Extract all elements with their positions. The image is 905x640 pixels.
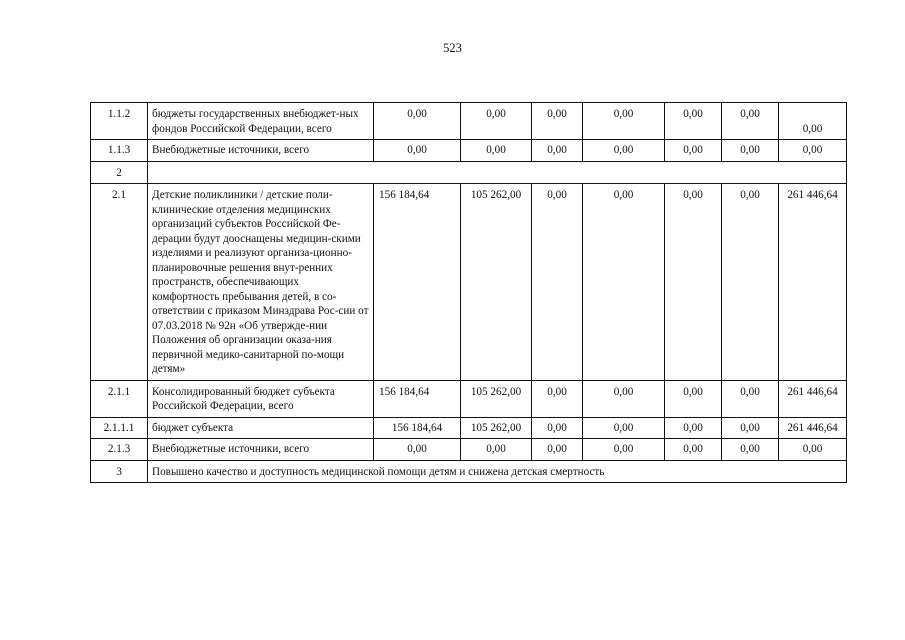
row-number: 2.1.1.1	[91, 417, 148, 439]
value-cell: 156 184,64	[374, 417, 461, 439]
value-cell: 0,00	[665, 439, 722, 461]
value-cell: 0,00	[374, 103, 461, 140]
value-cell: 0,00	[665, 140, 722, 162]
value-cell: 0,00	[722, 417, 779, 439]
value-cell: 0,00	[665, 103, 722, 140]
value-cell: 261 446,64	[779, 417, 847, 439]
value-cell: 0,00	[374, 439, 461, 461]
value-cell: 105 262,00	[461, 184, 532, 381]
table-row	[91, 184, 847, 381]
table-row	[91, 140, 847, 162]
value-cell: 0,00	[583, 103, 665, 140]
value-cell: 105 262,00	[461, 380, 532, 417]
table-row	[91, 103, 847, 140]
row-number: 3	[91, 460, 148, 483]
value-cell: 0,00	[722, 103, 779, 140]
row-number: 1.1.2	[91, 103, 148, 140]
value-cell: 0,00	[583, 184, 665, 381]
table-row	[91, 161, 847, 184]
table-row	[91, 417, 847, 439]
value-cell: 0,00	[665, 380, 722, 417]
row-description: бюджет субъекта	[148, 417, 374, 439]
value-cell: 156 184,64	[374, 380, 461, 417]
row-number: 2.1	[91, 184, 148, 381]
value-cell: 0,00	[779, 103, 847, 140]
page-number: 523	[443, 41, 462, 55]
value-cell: 0,00	[374, 140, 461, 162]
budget-table	[90, 102, 847, 483]
value-cell: 0,00	[722, 439, 779, 461]
row-description	[148, 161, 847, 184]
table-row	[91, 380, 847, 417]
row-description: Внебюджетные источники, всего	[148, 140, 374, 162]
value-cell: 0,00	[461, 140, 532, 162]
value-cell: 105 262,00	[461, 417, 532, 439]
value-cell: 0,00	[461, 103, 532, 140]
row-description: Внебюджетные источники, всего	[148, 439, 374, 461]
row-description: Консолидированный бюджет субъекта Российской Федерации, всего	[148, 380, 374, 417]
value-cell: 0,00	[532, 103, 583, 140]
row-number: 2	[91, 161, 148, 184]
value-cell: 0,00	[583, 439, 665, 461]
row-description: Детские поликлиники / детские поли-клинические отделения медицинских организаций субъектов Российской Фе-дерации будут дооснащены медицин-скими изделиями и реализуют организа-ционно-планировочные решения внут-ренних пространств, обеспечивающих комфортность пребывания детей, в со-ответствии с приказом Минздрава Рос-сии от 07.03.2018 № 92н «Об утвержде-нии Положения об организации оказа-ния первичной медико-санитарной по-мощи детям»	[148, 184, 374, 381]
row-number: 2.1.3	[91, 439, 148, 461]
value-cell: 0,00	[779, 140, 847, 162]
row-number: 1.1.3	[91, 140, 148, 162]
value-cell: 0,00	[722, 140, 779, 162]
value-cell: 0,00	[722, 380, 779, 417]
value-cell: 0,00	[532, 380, 583, 417]
value-cell: 0,00	[665, 417, 722, 439]
value-cell: 261 446,64	[779, 380, 847, 417]
value-cell: 0,00	[532, 439, 583, 461]
value-cell: 0,00	[583, 140, 665, 162]
value-cell: 156 184,64	[374, 184, 461, 381]
value-cell: 0,00	[583, 380, 665, 417]
value-cell: 0,00	[532, 417, 583, 439]
value-cell: 261 446,64	[779, 184, 847, 381]
row-description: Повышено качество и доступность медицинской помощи детям и снижена детская смертность	[148, 460, 847, 483]
value-cell: 0,00	[461, 439, 532, 461]
row-number: 2.1.1	[91, 380, 148, 417]
value-cell: 0,00	[583, 417, 665, 439]
table-row	[91, 460, 847, 483]
table-row	[91, 439, 847, 461]
value-cell: 0,00	[722, 184, 779, 381]
value-cell: 0,00	[532, 184, 583, 381]
value-cell: 0,00	[779, 439, 847, 461]
value-cell: 0,00	[532, 140, 583, 162]
row-description: бюджеты государственных внебюджет-ных фондов Российской Федерации, всего	[148, 103, 374, 140]
value-cell: 0,00	[665, 184, 722, 381]
